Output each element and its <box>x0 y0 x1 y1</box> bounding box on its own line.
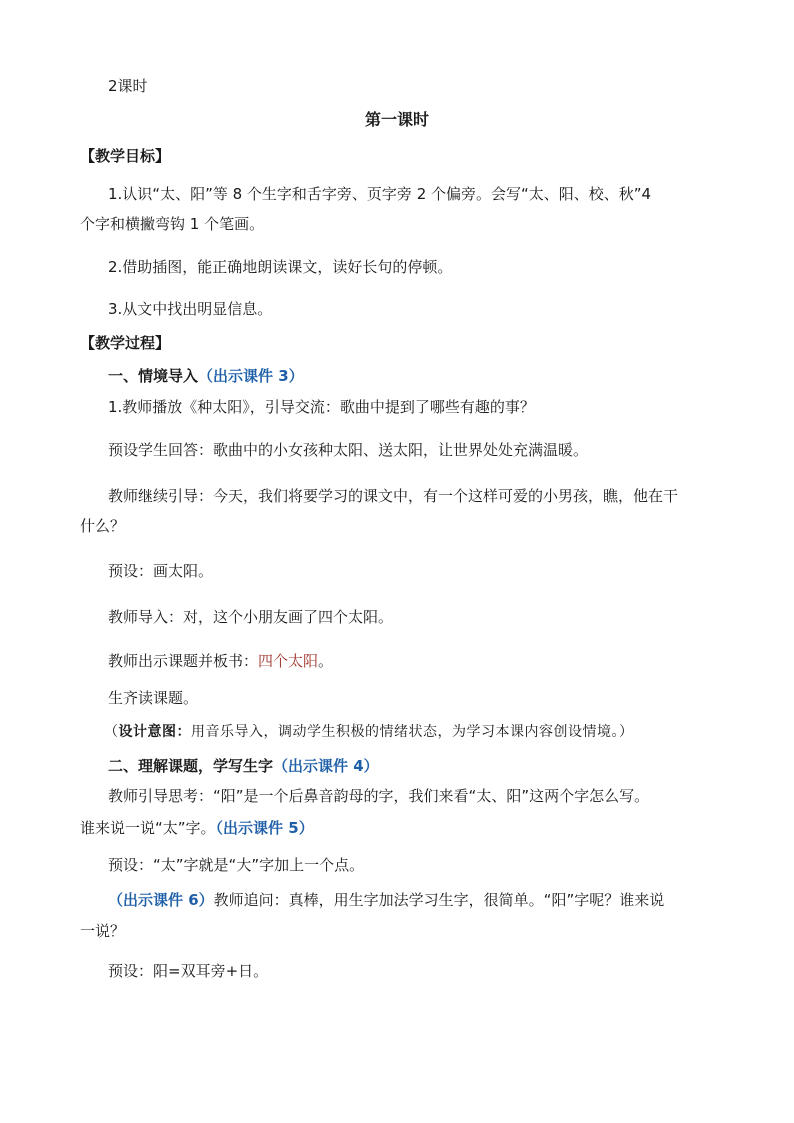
part-1-paragraph-4: 预设：画太阳。 <box>108 562 214 580</box>
goal-2: 2.借助插图，能正确地朗读课文，读好长句的停顿。 <box>108 258 453 276</box>
courseware-5-tag: （出示课件 5） <box>215 819 314 837</box>
courseware-6-tag: （出示课件 6） <box>108 891 214 909</box>
design-intent-text: 用音乐导入，调动学生积极的情绪状态，为学习本课内容创设情境。） <box>191 724 634 740</box>
design-intent-note <box>104 722 634 742</box>
process-heading: 【教学过程】 <box>80 334 171 352</box>
part-1-paragraph-6 <box>108 651 333 671</box>
design-intent-label: 设计意图： <box>118 724 191 740</box>
part-2-paragraph-4: 预设：阳=双耳旁+日。 <box>108 962 269 980</box>
goals-heading: 【教学目标】 <box>80 147 171 165</box>
part-2-paragraph-3-text: 教师追问：真棒，用生字加法学习生字，很简单。“阳”字呢？谁来说 <box>213 891 665 909</box>
part-2-paragraph-1-line-1: 教师引导思考：“阳”是一个后鼻音韵母的字，我们来看“太、阳”这两个字怎么写。 <box>108 787 650 805</box>
lesson-count: 2课时 <box>108 77 148 95</box>
part-2-paragraph-1-text: 谁来说一说“太”字。 <box>80 819 216 837</box>
part-2-paragraph-2: 预设：“太”字就是“大”字加上一个点。 <box>108 856 365 874</box>
courseware-3-tag: （出示课件 3） <box>198 367 304 385</box>
part-2-paragraph-3-line-2: 一说？ <box>80 922 126 940</box>
part-1-paragraph-2: 预设学生回答：歌曲中的小女孩种太阳、送太阳，让世界处处充满温暖。 <box>108 441 589 459</box>
part-1-paragraph-1: 1.教师播放《种太阳》，引导交流：歌曲中提到了哪些有趣的事？ <box>108 398 535 416</box>
board-writing-suffix: 。 <box>318 652 334 670</box>
section-title: 第一课时 <box>364 110 429 129</box>
part-1-title: 一、情境导入 <box>108 367 199 385</box>
board-writing-prefix: 教师出示课题并板书： <box>108 652 259 670</box>
part-1-paragraph-7: 生齐读课题。 <box>108 689 199 707</box>
design-intent-open-paren: （ <box>104 724 119 740</box>
part-2-title: 二、理解课题，学写生字 <box>108 757 274 775</box>
part-1-paragraph-3-line-2: 什么？ <box>80 517 126 535</box>
goal-1-line-2: 个字和横撇弯钩 1 个笔画。 <box>80 215 265 233</box>
courseware-4-tag: （出示课件 4） <box>273 757 379 775</box>
lesson-title-text: 四个太阳 <box>258 652 319 670</box>
part-1-heading <box>108 366 304 386</box>
part-1-paragraph-3-line-1: 教师继续引导：今天，我们将要学习的课文中，有一个这样可爱的小男孩，瞧，他在干 <box>108 487 679 505</box>
goal-1-line-1: 1.认识“太、阳”等 8 个生字和舌字旁、页字旁 2 个偏旁。会写“太、阳、校、秋”4 <box>108 185 652 203</box>
part-1-paragraph-5: 教师导入：对，这个小朋友画了四个太阳。 <box>108 608 394 626</box>
part-2-paragraph-1-line-2 <box>80 818 314 838</box>
part-2-paragraph-3-line-1 <box>108 890 664 910</box>
part-2-heading <box>108 756 379 776</box>
goal-3: 3.从文中找出明显信息。 <box>108 300 273 318</box>
